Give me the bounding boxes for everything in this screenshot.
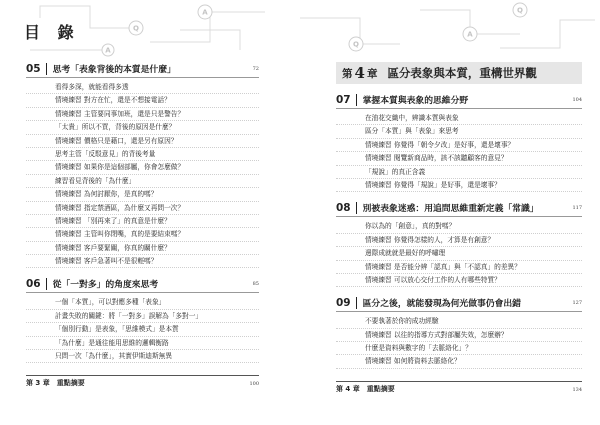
svg-text:Q: Q: [133, 24, 139, 33]
toc-entry[interactable]: 區分「本質」與「表象」來思考: [336, 125, 582, 138]
toc-entry[interactable]: 情境練習 為何討厭你，是真的嗎？: [26, 188, 259, 201]
toc-entry[interactable]: 只問一次「為什麼」，其實伊斯迪斯無異: [26, 350, 259, 363]
summary-page: 100: [249, 381, 259, 388]
chapter-prefix: 第: [342, 67, 353, 80]
toc-right-column: [336, 62, 582, 394]
toc-entry[interactable]: 情境練習 是否能分辨「認真」與「不認真」的差異？: [336, 261, 582, 274]
toc-entry[interactable]: 一個「本質」，可以對應多種「表象」: [26, 296, 259, 309]
summary-label: 第 3 章 重點摘要: [26, 379, 85, 388]
toc-entry[interactable]: 「個別行動」是表象，「思維模式」是本質: [26, 323, 259, 336]
section-header[interactable]: [336, 201, 582, 217]
toc-section: [336, 296, 582, 369]
section-title[interactable]: 思考「表象背後的本質是什麼」: [52, 65, 176, 75]
section-number: 06: [26, 278, 47, 290]
section-title[interactable]: 掌握本質與表象的思維分野: [362, 96, 469, 106]
toc-entry[interactable]: 「為什麼」是通往能用思維的邏輯衡路: [26, 337, 259, 350]
svg-text:A: A: [105, 46, 111, 55]
section-number: 05: [26, 63, 47, 75]
toc-entry[interactable]: 看得多深，就能看得多透: [26, 81, 259, 94]
toc-entry[interactable]: 「規說」的真正含義: [336, 166, 582, 179]
chapter-number: 4: [354, 64, 365, 82]
section-page: 72: [252, 65, 259, 72]
toc-entry[interactable]: 情境練習 主管叫你閉嘴，真的是要結束嗎？: [26, 228, 259, 241]
toc-entry[interactable]: 情境練習 你覺得怎樣的人，才算是有創意？: [336, 234, 582, 247]
toc-entry[interactable]: 不要執著於你的成功經驗: [336, 315, 582, 328]
toc-entry[interactable]: 情境練習 可以放心交付工作的人有哪些特質？: [336, 274, 582, 287]
section-header[interactable]: [26, 62, 259, 78]
toc-entry[interactable]: 「太貴」所以不買，背後的原因是什麼？: [26, 121, 259, 134]
section-page: 117: [572, 204, 582, 211]
toc-left-column: [26, 62, 259, 388]
toc-section: [336, 93, 582, 192]
toc-section: [26, 62, 259, 268]
section-page: 104: [572, 96, 582, 103]
section-number: 09: [336, 297, 357, 309]
svg-text:Q: Q: [517, 6, 523, 15]
summary-label: 第 4 章 重點摘要: [336, 384, 395, 393]
toc-entry[interactable]: 思考主管「反駁意見」的背後考量: [26, 148, 259, 161]
toc-entry[interactable]: 練習看見背後的「為什麼」: [26, 175, 259, 188]
svg-text:A: A: [467, 30, 473, 39]
toc-entry[interactable]: 情境練習 客戶要緊關，你真的關什麼？: [26, 242, 259, 255]
toc-entry[interactable]: 情境練習 價格只是藉口，還是另有原因？: [26, 135, 259, 148]
svg-text:A: A: [202, 8, 208, 17]
section-page: 127: [572, 299, 582, 306]
section-title[interactable]: 區分之後，就能發現為何光做事仍會出錯: [362, 299, 521, 310]
toc-entry[interactable]: 情境練習 客戶急著叫不是很輕嗎？: [26, 255, 259, 268]
svg-text:Q: Q: [353, 40, 359, 49]
toc-entry[interactable]: 情境練習 以往的指導方式對部屬失效，怎麼辦？: [336, 329, 582, 342]
header-decoration: [0, 0, 600, 58]
section-title[interactable]: 從「一對多」的角度來思考: [52, 280, 159, 291]
section-page: 85: [252, 280, 259, 287]
toc-entry[interactable]: 你以為的「創意」，真的對嗎？: [336, 220, 582, 233]
toc-entry[interactable]: 情境練習 閱覽新商品時，該不該聽顧客的意見？: [336, 152, 582, 165]
section-number: 07: [336, 94, 357, 106]
toc-section: [336, 201, 582, 287]
page-title: 目 錄: [24, 23, 80, 42]
toc-section: [26, 277, 259, 363]
chapter-title: 區分表象與本質，重構世界觀: [387, 66, 537, 80]
chapter-summary-row[interactable]: [26, 375, 259, 388]
toc-entry[interactable]: 情境練習 你覺得「規說」是好事，還是壞事？: [336, 179, 582, 192]
summary-page: 134: [572, 386, 582, 393]
toc-entry[interactable]: 邊際成就就是最好的呼嘯理: [336, 247, 582, 260]
toc-entry[interactable]: 計畫失敗的關鍵：將「一對多」誤解為「多對一」: [26, 310, 259, 323]
chapter-summary-row[interactable]: [336, 381, 582, 394]
toc-entry[interactable]: 在油花交織中，辨識本質與表象: [336, 112, 582, 125]
chapter-banner[interactable]: [336, 62, 582, 84]
toc-entry[interactable]: 情境練習 如何將資料去脈絡化？: [336, 355, 582, 368]
toc-entry[interactable]: 情境練習 主管要同事加班，還是只是警告？: [26, 108, 259, 121]
toc-entry[interactable]: 情境練習 如果你是這個部屬，你會怎麼做？: [26, 161, 259, 174]
toc-entry[interactable]: 情境練習 「別再來了」的真意是什麼？: [26, 215, 259, 228]
section-title[interactable]: 別被表象迷惑：用追問思維重新定義「常識」: [362, 204, 539, 215]
section-header[interactable]: [26, 277, 259, 293]
toc-entry[interactable]: 什麼是資料與數字的「去脈絡化」？: [336, 342, 582, 355]
section-header[interactable]: [336, 93, 582, 109]
toc-entry[interactable]: 情境練習 對方在忙，還是不想接電話？: [26, 94, 259, 107]
section-header[interactable]: [336, 296, 582, 312]
section-number: 08: [336, 202, 357, 214]
toc-entry[interactable]: 情境練習 你覺得「朝令夕改」是好事，還是壞事？: [336, 139, 582, 152]
chapter-suffix: 章: [366, 67, 378, 80]
toc-entry[interactable]: 情境練習 指定禁酒區，為什麼又再問一次？: [26, 202, 259, 215]
